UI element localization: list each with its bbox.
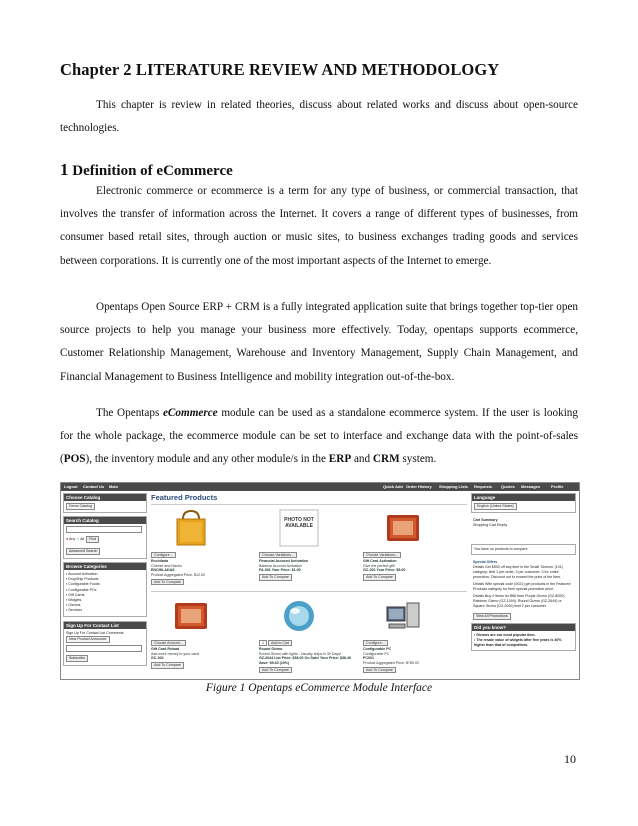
product-card [363, 597, 459, 674]
product-price: Product Aggregated Price: $780.00 [363, 660, 419, 665]
nav-messages[interactable]: Messages [521, 484, 541, 489]
radio-all-label: All [80, 537, 85, 541]
add-to-compare-button[interactable]: Add To Compare [151, 662, 184, 669]
product-card [151, 509, 247, 586]
shopping-bag-icon[interactable] [171, 509, 211, 547]
computer-icon[interactable] [383, 597, 423, 635]
choose-variations-button[interactable]: Choose Variations... [259, 552, 297, 559]
text-run: module can be used as a standalone ecommerce system. If the user is looking for the whole package, the ecommerce module can be set to interface and exchange data with the point-of-sales ( [60, 407, 578, 466]
product-price: Product Aggregated Price: $12.00 [151, 572, 205, 577]
text-run: ), the inventory module and any other module/s in the [85, 453, 329, 466]
browse-categories-box [63, 562, 147, 617]
signup-select[interactable]: New Product Announce [66, 636, 110, 643]
cart-text: Shopping Cart Empty [473, 523, 508, 527]
category-item[interactable]: ▪ Gizmos [66, 603, 81, 608]
paragraph-ecommerce-definition: Electronic commerce or ecommerce is a term for any type of business, or commercial transaction, that involves the transfer of information across the Internet. It covers a range of different types of businesses, from consumer based retail sites, through auction or music sites, to business exchanges trading goods and services between corporations. It is currently one of the most important aspects of the Internet to emerge. [60, 185, 578, 267]
product-card [259, 509, 355, 582]
add-to-compare-button[interactable]: Add To Compare [259, 667, 292, 674]
page-number: 10 [564, 752, 576, 766]
product-name[interactable]: Enchilada [151, 559, 168, 564]
text-run: The Opentaps [96, 407, 163, 419]
language-box [471, 493, 576, 513]
product-desc: Round Gizmo with lights - Usually ships in 30 Days! [259, 651, 342, 656]
product-desc: Balance Account Activation [259, 563, 303, 568]
offer-item[interactable]: Details Buy 4 items for $68 from Purple Gizmo (GZ-8000), Rainbow Gizmo (GZ-1004), Round Gizmo (GZ-2644) or Square Gizmo (GZ-2000) limit 2 per customer [473, 594, 566, 608]
view-all-promotions-button[interactable]: View All Promotions [473, 613, 511, 620]
add-to-compare-button[interactable]: Add To Compare [363, 574, 396, 581]
add-to-compare-button[interactable]: Add To Compare [259, 574, 292, 581]
special-offers-title: Special Offers [473, 560, 498, 564]
product-id: ENCHILADAS [151, 568, 175, 573]
compare-box [471, 544, 576, 555]
product-name[interactable]: Gift Card Activation [363, 559, 397, 564]
category-item[interactable]: ▪ Gift Cards [66, 592, 85, 597]
gift-card-icon[interactable] [383, 509, 423, 547]
nav-profile[interactable]: Profile [551, 484, 564, 489]
product-name[interactable]: Financial Account Activation [259, 559, 309, 564]
offer-item[interactable]: Details Get $500 off any item in the Small 'Gizmos' (101) category; limit 1 per order, 3 per customer; 3 for entire promotion. Discount not to exceed the price of the item. [473, 565, 563, 579]
choose-variations-button[interactable]: Choose Variations... [363, 552, 401, 559]
special-offers [471, 558, 576, 623]
compare-text: You have no products to compare [474, 547, 528, 551]
figure-caption: Figure 1 Opentaps eCommerce Module Interface [205, 682, 433, 694]
chapter-title: Chapter 2 LITERATURE REVIEW AND METHODOLOGY [60, 60, 500, 79]
did-you-know-title: Did you know? [472, 624, 575, 631]
product-id: GC-001 Your Price: $5.00 [363, 568, 406, 573]
text-bold: POS [63, 453, 86, 466]
cart-title: Cart Summary [473, 518, 498, 522]
product-name[interactable]: Gift Card Reload [151, 647, 180, 652]
section-heading [60, 160, 233, 180]
section-number: 1 [60, 160, 69, 179]
did-you-know-box [471, 623, 576, 651]
product-desc: Add more money to your card! [151, 651, 200, 656]
signup-box [63, 621, 147, 666]
round-gizmo-icon[interactable] [279, 597, 319, 635]
signup-text: Sign Up For Contact List Comments [66, 630, 124, 635]
nav-quotes[interactable]: Quotes [501, 484, 515, 489]
divider [151, 504, 467, 505]
text-bold: CRM [372, 453, 400, 466]
nav-requests[interactable]: Requests [474, 484, 493, 489]
signup-email-input[interactable] [66, 645, 142, 652]
section-title: Definition of eCommerce [72, 163, 233, 179]
product-card [151, 597, 247, 670]
add-to-compare-button[interactable]: Add To Compare [363, 667, 396, 674]
featured-products-panel [151, 493, 467, 672]
product-name[interactable]: Configurable PC [363, 647, 392, 652]
paragraph-opentaps: Opentaps Open Source ERP + CRM is a fully integrated application suite that brings together top-tier open source projects to help you manage your business more effectively. Today, opentaps supports ecommerce, Customer Relationship Management, Warehouse and Inventory Management, Supply Chain Management, and Financial Management to Business Intelligence and mobility integration out-of-the-box. [60, 301, 578, 383]
product-card [259, 597, 355, 674]
tip-item: • Gizmos are our most popular item. [474, 633, 536, 637]
photo-placeholder-label: PHOTO NOT AVAILABLE [284, 517, 314, 529]
gift-card-icon[interactable] [171, 597, 211, 635]
text-run: system. [399, 453, 437, 466]
search-input[interactable] [66, 526, 142, 533]
category-item[interactable]: ▪ Account Activation [66, 572, 98, 576]
nav-order-history[interactable]: Order History [406, 484, 432, 489]
mockup-top-bar [61, 483, 579, 491]
category-item[interactable]: ▪ Configurable Foods [66, 582, 100, 587]
product-id: GZ-2644 List Price: $38.00 On Sale! Your Price: $38.40 Save: $9.60 (20%) [259, 656, 351, 665]
product-id: GC-002 [151, 656, 164, 661]
configure-button[interactable]: Configure... [151, 552, 176, 559]
choose-catalog-title: Choose Catalog [64, 494, 146, 501]
radio-any-label: Any [68, 537, 76, 541]
product-id: FA-001 Your Price: $1.00 [259, 568, 301, 573]
product-desc: Give the perfect gift! [363, 563, 396, 568]
paragraph-ecommerce-module [60, 402, 578, 472]
nav-quick-add[interactable]: Quick Add [383, 484, 403, 489]
intro-paragraph: This chapter is review in related theories, discuss about related works and discuss about open-source technologies. [60, 99, 578, 135]
nav-contact-us[interactable]: Contact Us [83, 484, 105, 489]
offer-item[interactable]: Details With special code (0021) get products in the Featured Products category for their special promotion price. [473, 582, 571, 591]
category-item[interactable]: ▪ Services [66, 608, 83, 613]
search-catalog-box: Search Catalog ● Any ○ All Find Advanced Search [63, 516, 147, 559]
category-item[interactable]: ▪ DropShip Products [66, 577, 99, 582]
product-name[interactable]: Round Gizmo [259, 647, 283, 652]
product-id: PC001 [363, 656, 374, 661]
add-to-compare-button[interactable]: Add To Compare [151, 579, 184, 586]
mockup-left-column [63, 493, 147, 669]
choose-amount-button[interactable]: Choose Amount... [151, 640, 186, 647]
find-button[interactable]: Find [86, 536, 99, 543]
text-emphasis: eCommerce [162, 407, 218, 419]
radio-any-icon[interactable]: ● [66, 537, 69, 541]
product-desc: Cheese and Nacho [151, 563, 182, 568]
signup-title: Sign Up For Contact List [64, 622, 146, 629]
browse-categories-title: Browse Categories [64, 563, 146, 570]
category-item[interactable]: ▪ Widgets [66, 598, 82, 603]
cart-summary [471, 516, 576, 530]
text-bold: ERP [328, 453, 352, 466]
text-run: and [351, 453, 373, 466]
language-title: Language [472, 494, 575, 501]
configure-button[interactable]: Configure... [363, 640, 388, 647]
catalog-select[interactable]: Demo Catalog [66, 503, 95, 510]
choose-catalog-box [63, 493, 147, 513]
nav-main[interactable]: Main [109, 484, 119, 489]
search-catalog-title: Search Catalog [64, 517, 146, 524]
subscribe-button[interactable]: Subscribe [66, 655, 88, 662]
divider [151, 591, 467, 592]
mockup-right-column [471, 493, 576, 654]
language-select[interactable]: English (United States) [474, 503, 517, 510]
figure-screenshot [60, 482, 580, 680]
quantity-input[interactable]: 1 [259, 640, 267, 647]
nav-shopping-lists[interactable]: Shopping Lists [439, 484, 468, 489]
tip-item: • The resale value of widgets after five years is 40% higher than that of competitors. [474, 638, 562, 647]
product-desc: Configurable PC [363, 651, 390, 656]
add-to-cart-button[interactable]: Add to Cart [268, 640, 292, 647]
product-card [363, 509, 459, 582]
nav-logout[interactable]: Logout [64, 484, 78, 489]
category-item[interactable]: ▪ Configurable PCs [66, 587, 97, 592]
featured-title: Featured Products [151, 493, 218, 502]
advanced-search-button[interactable]: Advanced Search [66, 548, 100, 555]
